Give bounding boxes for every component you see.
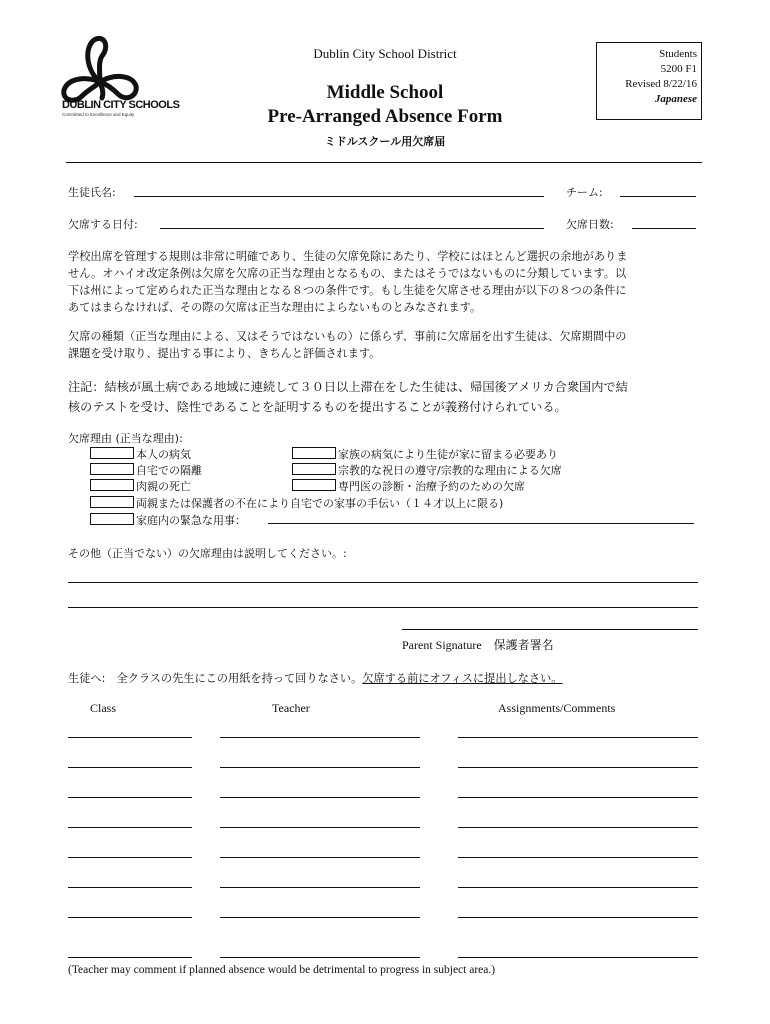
form-title-line1: Middle School bbox=[326, 82, 444, 103]
student-instructions bbox=[68, 670, 562, 686]
reason-home-quarantine: 自宅での隔離 bbox=[136, 464, 202, 477]
logo-tagline: Committed to Excellence and Equity bbox=[62, 112, 135, 117]
form-title-line2: Pre-Arranged Absence Form bbox=[267, 106, 503, 127]
absence-dates-field[interactable] bbox=[160, 228, 544, 229]
family-emergency-field[interactable] bbox=[268, 523, 694, 524]
assignment-field[interactable] bbox=[458, 797, 698, 798]
info-line1: Students bbox=[659, 48, 697, 60]
checkbox-medical-appointment[interactable] bbox=[292, 479, 336, 491]
reasons-heading: 欠席理由 (正当な理由): bbox=[68, 432, 183, 445]
assignment-field[interactable] bbox=[458, 857, 698, 858]
assignment-field[interactable] bbox=[458, 887, 698, 888]
checkbox-family-emergency[interactable] bbox=[90, 513, 134, 525]
class-field[interactable] bbox=[68, 767, 192, 768]
logo-name: DUBLIN CITY SCHOOLS bbox=[62, 99, 180, 111]
instructions-lead: 生徒へ: 全クラスの先生にこの用紙を持って回りなさい。 bbox=[68, 672, 363, 685]
rules-paragraph bbox=[68, 248, 704, 316]
other-reason-label: その他（正当でない）の欠席理由は説明してください。: bbox=[68, 547, 347, 560]
assignment-field[interactable] bbox=[458, 767, 698, 768]
teacher-field[interactable] bbox=[220, 737, 420, 738]
assignment-field[interactable] bbox=[458, 827, 698, 828]
checkbox-home-quarantine[interactable] bbox=[90, 463, 134, 475]
footer-note: (Teacher may comment if planned absence would be detrimental to progress in subject area.) bbox=[68, 964, 496, 976]
other-reason-line-1[interactable] bbox=[68, 582, 698, 583]
checkbox-family-death[interactable] bbox=[90, 479, 134, 491]
teacher-field[interactable] bbox=[220, 917, 420, 918]
checkbox-religious-holiday[interactable] bbox=[292, 463, 336, 475]
rules-line: 学校出席を管理する規則は非常に明確であり、生徒の欠席免除にあたり、学校にはほとんど選択の余地がありま bbox=[68, 250, 628, 263]
absence-days-field[interactable] bbox=[632, 228, 696, 229]
reason-family-emergency: 家庭内の緊急な用事： bbox=[136, 514, 246, 527]
reason-medical-appointment: 専門医の診断・治療予約のための欠席 bbox=[338, 480, 525, 493]
instructions-submit: 欠席する前にオフィスに提出しなさい。 bbox=[362, 672, 563, 685]
team-label: チーム: bbox=[566, 186, 603, 199]
assignment-field[interactable] bbox=[458, 957, 698, 958]
team-field[interactable] bbox=[620, 196, 696, 197]
class-field[interactable] bbox=[68, 917, 192, 918]
checkbox-family-illness[interactable] bbox=[292, 447, 336, 459]
form-title-japanese: ミドルスクール用欠席届 bbox=[324, 135, 446, 148]
info-line2: 5200 F1 bbox=[660, 63, 697, 75]
reason-own-illness: 本人の病気 bbox=[136, 448, 191, 461]
class-field[interactable] bbox=[68, 737, 192, 738]
info-line3: Revised 8/22/16 bbox=[625, 78, 697, 90]
assignment-line: 欠席の種類（正当な理由による、又はそうではないもの）に係らず、事前に欠席届を出す生徒は、欠席期間中の bbox=[68, 330, 627, 343]
student-name-label: 生徒氏名: bbox=[68, 186, 116, 199]
info-line4: Japanese bbox=[654, 93, 697, 105]
assignment-field[interactable] bbox=[458, 737, 698, 738]
student-name-field[interactable] bbox=[134, 196, 544, 197]
class-field[interactable] bbox=[68, 797, 192, 798]
teacher-field[interactable] bbox=[220, 767, 420, 768]
teacher-field[interactable] bbox=[220, 857, 420, 858]
district-name: Dublin City School District bbox=[313, 46, 457, 61]
absence-days-label: 欠席日数: bbox=[566, 218, 614, 231]
column-assignments: Assignments/Comments bbox=[498, 701, 616, 715]
teacher-field[interactable] bbox=[220, 887, 420, 888]
tb-note-line: 注記：結核が風土病である地域に連続して３０日以上滞在をした生徒は、帰国後アメリカ合衆国内で結 bbox=[68, 380, 628, 394]
teacher-field[interactable] bbox=[220, 957, 420, 958]
class-field[interactable] bbox=[68, 857, 192, 858]
rules-line: 下は州によって定められた正当な理由となる８つの条件です。もし生徒を欠席させる理由が以下の８つの条件に bbox=[68, 284, 627, 297]
class-field[interactable] bbox=[68, 827, 192, 828]
tb-note-paragraph bbox=[68, 377, 704, 417]
other-reason-line-2[interactable] bbox=[68, 607, 698, 608]
header-divider bbox=[66, 162, 702, 163]
tb-note-line: 核のテストを受け、陰性であることを証明するものを提出することが義務付けられている。 bbox=[68, 400, 567, 414]
form-info-box bbox=[596, 42, 702, 120]
reason-religious-holiday: 宗教的な祝日の遵守/宗教的な理由による欠席 bbox=[338, 464, 562, 477]
reason-family-death: 肉親の死亡 bbox=[136, 480, 191, 493]
rules-line: せん。オハイオ改定条例は欠席を欠席の正当な理由となるもの、またはそうではないものに分類しています。以 bbox=[68, 267, 627, 280]
assignment-line: 課題を受け取り、提出する事により、きちんと評価されます。 bbox=[68, 347, 381, 360]
parent-signature-field[interactable] bbox=[402, 629, 698, 630]
absence-dates-label: 欠席する日付: bbox=[68, 218, 138, 231]
class-field[interactable] bbox=[68, 887, 192, 888]
reason-family-illness: 家族の病気により生徒が家に留まる必要あり bbox=[338, 448, 558, 461]
teacher-field[interactable] bbox=[220, 797, 420, 798]
teacher-field[interactable] bbox=[220, 827, 420, 828]
assignment-paragraph bbox=[68, 328, 704, 362]
column-class: Class bbox=[90, 701, 117, 715]
parent-signature-label: Parent Signature 保護者署名 bbox=[402, 638, 554, 652]
assignment-field[interactable] bbox=[458, 917, 698, 918]
rules-line: あてはまらなければ、その際の欠席は正当な理由によらないものとみなされます。 bbox=[68, 301, 482, 314]
checkbox-own-illness[interactable] bbox=[90, 447, 134, 459]
class-field[interactable] bbox=[68, 957, 192, 958]
column-teacher: Teacher bbox=[272, 701, 310, 715]
reason-household-help: 両親または保護者の不在により自宅での家事の手伝い（１４才以上に限る) bbox=[136, 497, 504, 510]
checkbox-household-help[interactable] bbox=[90, 496, 134, 508]
